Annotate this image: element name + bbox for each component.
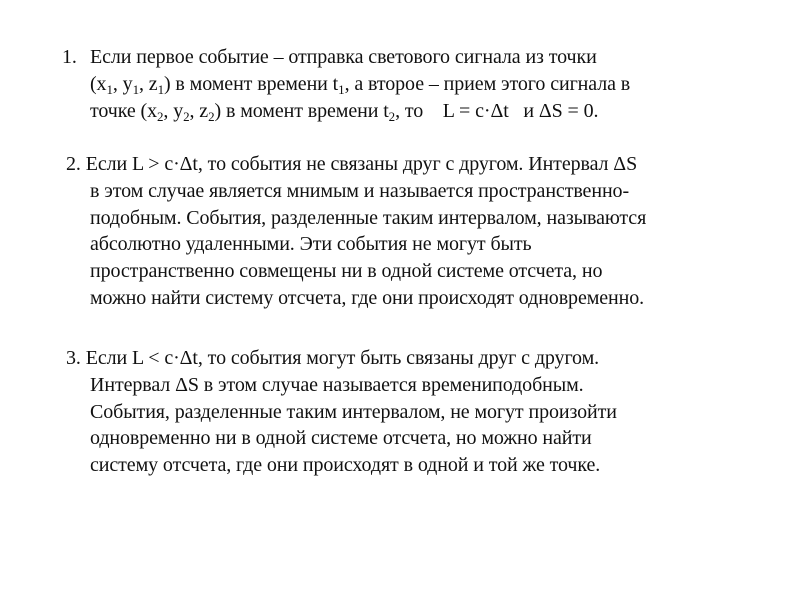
text-run: ) в момент времени t [214,99,389,122]
subscript: 2 [208,108,215,124]
subscript: 1 [338,81,345,97]
item-1-line-1 [62,44,630,71]
item-1-line-3 [62,98,630,125]
text-run: , y [112,72,133,95]
text-run: , то L = c·Δt и ΔS = 0. [395,99,599,122]
text-run: , y [163,99,184,122]
subscript: 1 [157,81,164,97]
text-run: , z [138,72,158,95]
text-run: (x [90,72,107,95]
item-3-line-5: систему отсчета, где они происходят в одной и той же точке. [90,454,601,477]
item-2-line-4: абсолютно удаленными. Эти события не могут быть [90,233,532,256]
subscript: 2 [183,108,190,124]
item-1-number: 1. [62,46,77,68]
item-3-line-2: Интервал ΔS в этом случае называется времениподобным. [90,373,584,396]
subscript: 1 [132,81,139,97]
item-1-line-1-text: Если первое событие – отправка светового сигнала из точки [90,46,597,68]
text-run: ) в момент времени t [163,72,339,95]
item-2-line-1: 2. Если L > c·Δt, то события не связаны друг с другом. Интервал ΔS [66,153,638,175]
item-2-line-5: пространственно совмещены ни в одной системе отсчета, но [90,260,603,283]
list-item-1 [62,44,630,124]
item-3-line-3: События, разделенные таким интервалом, не могут произойти [90,400,617,423]
item-3-line-4: одновременно ни в одной системе отсчета, но можно найти [90,427,592,450]
subscript: 2 [388,108,396,124]
text-run: , а второе – прием этого сигнала в [344,72,631,95]
item-2-line-6: можно найти систему отсчета, где они происходят одновременно. [90,286,645,309]
item-2-line-2: в этом случае является мнимым и называется пространственно- [90,179,630,202]
list-item-2 [66,151,646,312]
item-2-line-3: подобным. События, разделенные таким интервалом, называются [90,206,647,229]
text-run: точке (x [90,99,157,122]
subscript: 2 [156,108,164,124]
item-3-line-1: 3. Если L < c·Δt, то события могут быть связаны друг с другом. [66,347,600,369]
text-run: , z [189,99,209,122]
item-1-line-2 [62,71,630,98]
subscript: 1 [106,81,113,97]
list-item-3 [66,345,617,479]
